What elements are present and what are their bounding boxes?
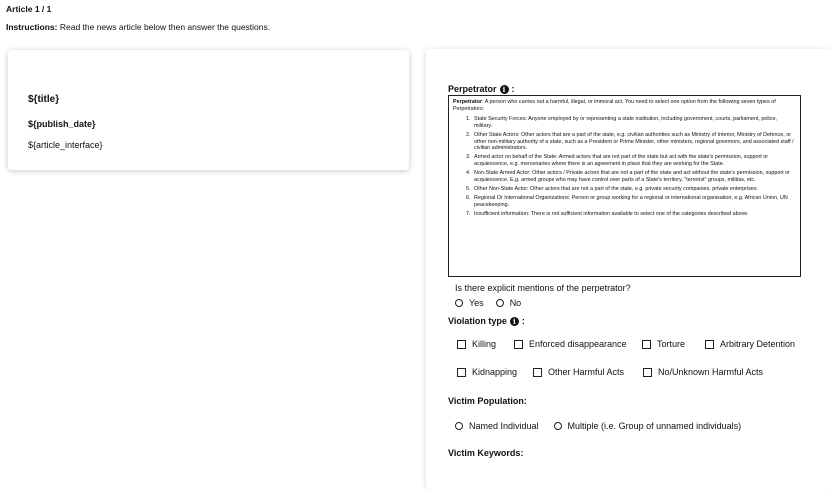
checkbox-label: Other Harmful Acts bbox=[548, 367, 625, 377]
annotation-panel bbox=[426, 49, 830, 489]
violation-option-kidnapping[interactable] bbox=[457, 367, 517, 377]
explicit-mention-question: Is there explicit mentions of the perpetrator? bbox=[455, 283, 631, 293]
explicit-no-option[interactable] bbox=[496, 298, 522, 308]
victim-population-options bbox=[455, 421, 741, 431]
named-individual-label: Named Individual bbox=[469, 421, 539, 431]
checkbox-label: Arbitrary Detention bbox=[720, 339, 796, 349]
perpetrator-type-item: 7. Insufficient information: There is not sufficient information available to select one of the categories described above. bbox=[472, 211, 796, 218]
info-icon[interactable]: i bbox=[510, 317, 519, 326]
violation-option-enforced-disappearance[interactable] bbox=[514, 339, 627, 349]
instructions-label: Instructions: bbox=[6, 22, 58, 32]
checkbox[interactable] bbox=[514, 340, 523, 349]
perpetrator-colon: : bbox=[511, 84, 515, 94]
multiple-radio[interactable] bbox=[554, 422, 562, 430]
article-publish-date: ${publish_date} bbox=[28, 119, 96, 129]
victim-population-title: Victim Population: bbox=[448, 396, 527, 406]
multiple-option[interactable] bbox=[554, 421, 742, 431]
named-individual-option[interactable] bbox=[455, 421, 539, 431]
definition-text: : A person who carries out a harmful, illegal, or immoral act. You need to select one option from the following seven types of Perpetrators: bbox=[453, 99, 776, 112]
article-card bbox=[8, 50, 409, 170]
instructions-text: Read the news article below then answer the questions. bbox=[57, 22, 271, 32]
perpetrator-type-item: 2. Other State Actors: Other actors that are a part of the state, e.g. civilian authorities such as Ministry of Interior, Ministry of Defence, or other non-military authority of a state, such as a President or Prime Minister, other ministers, regional governors, and associated staff / civilian administrators. bbox=[472, 132, 796, 152]
article-body: ${article_interface} bbox=[28, 140, 103, 150]
perpetrator-types-list bbox=[453, 116, 796, 217]
checkbox-label: Kidnapping bbox=[472, 367, 518, 377]
multiple-label: Multiple (i.e. Group of unnamed individuals) bbox=[567, 421, 742, 431]
instructions bbox=[6, 22, 270, 32]
named-individual-radio[interactable] bbox=[455, 422, 463, 430]
checkbox[interactable] bbox=[533, 368, 542, 377]
explicit-yes-label: Yes bbox=[469, 298, 484, 308]
violation-title: Violation type bbox=[448, 316, 507, 326]
checkbox[interactable] bbox=[457, 368, 466, 377]
checkbox[interactable] bbox=[457, 340, 466, 349]
violation-option-killing[interactable] bbox=[457, 339, 496, 349]
explicit-yes-radio[interactable] bbox=[455, 299, 463, 307]
explicit-yes-option[interactable] bbox=[455, 298, 484, 308]
perpetrator-type-item: 5. Other Non-State Actor: Other actors that are not a part of the state, e.g. private security companies, private enterprises. bbox=[472, 186, 796, 193]
perpetrator-definition-box bbox=[448, 95, 801, 277]
perpetrator-type-item: 3. Armed actor on behalf of the State: Armed actors that are not part of the state but act with the state's permission, support or acquiescence, e.g. mercenaries where there is an agreement in place that they are working for the State. bbox=[472, 154, 796, 167]
violation-option-torture[interactable] bbox=[642, 339, 685, 349]
checkbox-label: No/Unknown Harmful Acts bbox=[658, 367, 764, 377]
checkbox[interactable] bbox=[642, 340, 651, 349]
perpetrator-heading bbox=[448, 84, 515, 94]
violation-colon: : bbox=[521, 316, 525, 326]
explicit-no-radio[interactable] bbox=[496, 299, 504, 307]
info-icon[interactable]: i bbox=[500, 85, 509, 94]
explicit-no-label: No bbox=[509, 298, 522, 308]
victim-keywords-title: Victim Keywords: bbox=[448, 448, 524, 458]
checkbox-label: Enforced disappearance bbox=[529, 339, 627, 349]
checkbox[interactable] bbox=[705, 340, 714, 349]
perpetrator-type-item: 4. Non-State Armed Actor: Other actors / Private actors that are not a part of the state and act without the state's permission, support or acquiescence. E.g. armed groups who may have control over parts of a State's territory, "terrorist" groups, militias, etc. bbox=[472, 170, 796, 183]
violation-option-arbitrary-detention[interactable] bbox=[705, 339, 795, 349]
violation-option-other-harmful-acts[interactable] bbox=[533, 367, 624, 377]
perpetrator-definition bbox=[453, 99, 796, 112]
checkbox[interactable] bbox=[643, 368, 652, 377]
definition-label: Perpetrator bbox=[453, 99, 483, 105]
article-counter: Article 1 / 1 bbox=[6, 4, 52, 14]
checkbox-label: Torture bbox=[657, 339, 686, 349]
article-title: ${title} bbox=[28, 94, 60, 105]
perpetrator-title: Perpetrator bbox=[448, 84, 497, 94]
perpetrator-type-item: 1. State Security Forces: Anyone employed by or representing a state institution, including government, courts, parliament, police, military. bbox=[472, 116, 796, 129]
violation-heading bbox=[448, 316, 525, 326]
perpetrator-type-item: 6. Regional Or International Organizations: Person or group working for a regional or international organisation, e.g. African Union, UN peacekeeping. bbox=[472, 195, 796, 208]
explicit-mention-options bbox=[455, 298, 521, 308]
violation-option-no-unknown-harmful-acts[interactable] bbox=[643, 367, 763, 377]
checkbox-label: Killing bbox=[472, 339, 497, 349]
